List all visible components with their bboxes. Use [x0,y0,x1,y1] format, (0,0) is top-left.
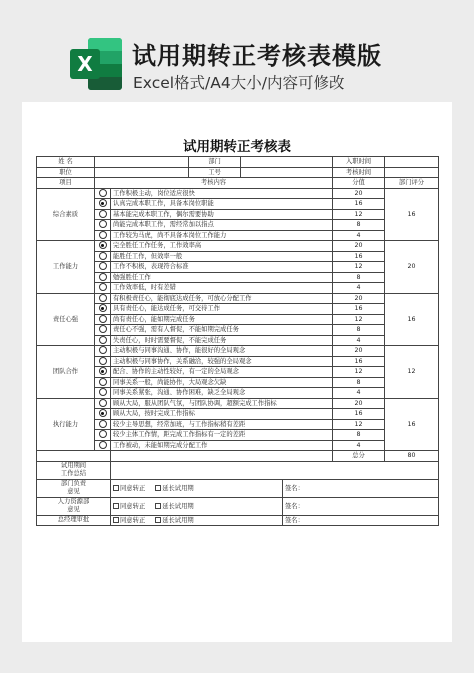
radio-empty-icon[interactable] [99,273,107,281]
checkbox-icon[interactable] [113,485,119,491]
criteria-score: 4 [333,283,385,294]
criteria-score: 20 [333,346,385,357]
info-value-name[interactable] [95,157,189,168]
criteria-score: 4 [333,440,385,451]
signature-label: 签名： [285,484,304,492]
radio-empty-icon[interactable] [99,336,107,344]
option-extend[interactable] [155,517,193,524]
radio-empty-icon[interactable] [99,441,107,449]
approval-row [37,479,439,497]
radio-cell[interactable] [95,398,111,409]
info-value-position[interactable] [95,167,189,178]
radio-empty-icon[interactable] [99,388,107,396]
option-agree[interactable] [113,517,145,524]
header-banner [0,0,474,100]
criteria-row [37,241,439,252]
radio-empty-icon[interactable] [99,262,107,270]
criteria-score: 4 [333,388,385,399]
option-extend[interactable] [155,485,193,492]
criteria-score: 4 [333,335,385,346]
criteria-score: 12 [333,419,385,430]
radio-selected-icon[interactable] [99,199,107,207]
approval-options [111,479,283,497]
radio-cell[interactable] [95,241,111,252]
criteria-text: 较少主体工作情，距完成工作指标有一定的差距 [111,430,333,441]
checkbox-icon[interactable] [155,517,161,523]
radio-cell[interactable] [95,293,111,304]
criteria-row [37,430,439,441]
criteria-text: 配合、协作的主动性较好，有一定的全局观念 [111,367,333,378]
dept-score: 16 [385,293,439,346]
option-label: 同意转正 [120,516,146,524]
criteria-text: 完全胜任工作任务，工作效率高 [111,241,333,252]
checkbox-icon[interactable] [155,485,161,491]
criteria-score: 20 [333,241,385,252]
criteria-row [37,335,439,346]
total-spacer-2 [111,451,333,462]
info-label-entry-date: 入职时间 [333,157,385,168]
criteria-score: 20 [333,188,385,199]
radio-selected-icon[interactable] [99,304,107,312]
criteria-score: 12 [333,314,385,325]
criteria-row [37,251,439,262]
criteria-score: 20 [333,293,385,304]
criteria-text: 基本能完成本职工作，偶尔需要协助 [111,209,333,220]
info-row [37,167,439,178]
criteria-text: 失责任心，时时需要督促，不能完成任务 [111,335,333,346]
signature-cell[interactable] [283,497,439,515]
radio-cell[interactable] [95,377,111,388]
radio-cell[interactable] [95,262,111,273]
signature-label: 签名： [285,516,304,524]
radio-cell[interactable] [95,209,111,220]
criteria-row [37,346,439,357]
radio-cell[interactable] [95,272,111,283]
col-header-item: 项目 [37,178,95,189]
option-label: 同意转正 [120,502,146,510]
dept-score: 12 [385,346,439,399]
radio-empty-icon[interactable] [99,294,107,302]
radio-empty-icon[interactable] [99,357,107,365]
criteria-row [37,356,439,367]
criteria-text: 同事关系紧张，沟通、协作困难，缺乏全局观念 [111,388,333,399]
radio-cell[interactable] [95,188,111,199]
criteria-score: 16 [333,199,385,210]
criteria-score: 12 [333,367,385,378]
criteria-text: 工作不积极，表现符合标准 [111,262,333,273]
option-extend[interactable] [155,503,193,510]
criteria-row [37,388,439,399]
info-row [37,157,439,168]
approval-row [37,497,439,515]
approval-row [37,461,439,479]
radio-empty-icon[interactable] [99,420,107,428]
approval-label: 试用期间 工作总结 [37,461,111,479]
signature-cell[interactable] [283,515,439,526]
criteria-score: 12 [333,209,385,220]
radio-cell[interactable] [95,220,111,231]
total-label: 总分 [333,451,385,462]
checkbox-icon[interactable] [155,503,161,509]
page-title: 试用期转正考核表模版 [132,42,382,70]
criteria-score: 8 [333,272,385,283]
radio-cell[interactable] [95,440,111,451]
option-label: 延长试用期 [162,484,194,492]
info-label-eval-date: 考核时间 [333,167,385,178]
option-label: 延长试用期 [162,502,194,510]
radio-cell[interactable] [95,388,111,399]
radio-empty-icon[interactable] [99,315,107,323]
total-row [37,451,439,462]
column-header-row [37,178,439,189]
criteria-row [37,314,439,325]
total-value: 80 [385,451,439,462]
radio-cell[interactable] [95,356,111,367]
radio-empty-icon[interactable] [99,189,107,197]
criteria-score: 16 [333,356,385,367]
radio-cell[interactable] [95,335,111,346]
criteria-row [37,188,439,199]
criteria-row [37,440,439,451]
info-value-entry-date[interactable] [385,157,439,168]
approval-row [37,515,439,526]
criteria-text: 工作效率低，时有差错 [111,283,333,294]
option-label: 同意转正 [120,484,146,492]
criteria-row [37,325,439,336]
radio-cell[interactable] [95,314,111,325]
criteria-score: 8 [333,430,385,441]
criteria-row [37,377,439,388]
criteria-score: 8 [333,377,385,388]
criteria-score: 8 [333,220,385,231]
criteria-text: 工作被动，未能如期完成分配工作 [111,440,333,451]
criteria-text: 主动积极与同事协作，关系融洽，较强的全局观念 [111,356,333,367]
criteria-text: 同事关系一般，尚能协作，大局观念欠缺 [111,377,333,388]
criteria-text: 顾从大局，按时完成工作指标 [111,409,333,420]
criteria-row [37,262,439,273]
criteria-row [37,199,439,210]
criteria-text: 尚有责任心，能如期完成任务 [111,314,333,325]
info-value-eval-date[interactable] [385,167,439,178]
col-header-score: 分值 [333,178,385,189]
dept-score: 20 [385,241,439,294]
info-label-id: 工号 [189,167,241,178]
radio-empty-icon[interactable] [99,220,107,228]
radio-cell[interactable] [95,251,111,262]
option-label: 延长试用期 [162,516,194,524]
approval-options [111,515,283,526]
criteria-score: 4 [333,230,385,241]
section-label: 执行能力 [37,398,95,451]
radio-cell[interactable] [95,283,111,294]
criteria-text: 能胜任工作，但效率一般 [111,251,333,262]
criteria-score: 12 [333,262,385,273]
criteria-score: 8 [333,325,385,336]
radio-cell[interactable] [95,430,111,441]
approval-label: 人力资源部 意见 [37,497,111,515]
excel-letter: X [70,49,100,79]
radio-cell[interactable] [95,419,111,430]
section-label: 责任心强 [37,293,95,346]
radio-empty-icon[interactable] [99,346,107,354]
criteria-text: 主动积极与同事沟通、协作，能很好的全局观念 [111,346,333,357]
radio-empty-icon[interactable] [99,430,107,438]
excel-icon [70,38,122,90]
criteria-row [37,367,439,378]
criteria-text: 顾从大局，服从团队气氛，与团队协调，超额完成工作指标 [111,398,333,409]
approval-label: 总经理审批 [37,515,111,526]
option-agree[interactable] [113,503,145,510]
criteria-row [37,220,439,231]
criteria-row [37,209,439,220]
info-label-name: 姓 名 [37,157,95,168]
criteria-row [37,230,439,241]
radio-cell[interactable] [95,325,111,336]
criteria-row [37,283,439,294]
approval-options [111,497,283,515]
form-title: 试用期转正考核表 [183,139,291,155]
criteria-text: 责任心不强，需有人督促，不能如期完成任务 [111,325,333,336]
criteria-text: 尚能完成本职工作，需经常加以指点 [111,220,333,231]
info-value-dept[interactable] [241,157,333,168]
info-label-dept: 部门 [189,157,241,168]
radio-cell[interactable] [95,346,111,357]
section-label: 工作能力 [37,241,95,294]
criteria-text: 有积极责任心，能彻底达成任务，可放心分配工作 [111,293,333,304]
radio-cell[interactable] [95,367,111,378]
radio-empty-icon[interactable] [99,231,107,239]
section-label: 团队合作 [37,346,95,399]
criteria-text: 具有责任心，能达成任务，可交待工作 [111,304,333,315]
dept-score: 16 [385,398,439,451]
signature-cell[interactable] [283,479,439,497]
radio-cell[interactable] [95,230,111,241]
col-header-content: 考核内容 [95,178,333,189]
criteria-row [37,304,439,315]
criteria-text: 勉强胜任工作 [111,272,333,283]
criteria-text: 工作积极主动，岗位适应很快 [111,188,333,199]
criteria-row [37,409,439,420]
page-subtitle: Excel格式/A4大小/内容可修改 [133,74,345,92]
radio-selected-icon[interactable] [99,367,107,375]
summary-field[interactable] [111,461,439,479]
radio-cell[interactable] [95,304,111,315]
info-label-position: 职位 [37,167,95,178]
criteria-text: 认真完成本职工作，具备本岗位职能 [111,199,333,210]
radio-empty-icon[interactable] [99,283,107,291]
radio-selected-icon[interactable] [99,241,107,249]
info-value-id[interactable] [241,167,333,178]
criteria-score: 16 [333,304,385,315]
col-header-dept-score: 部门评分 [385,178,439,189]
criteria-score: 20 [333,398,385,409]
evaluation-table [36,156,439,526]
criteria-text: 较少主导思想，经常加班，与工作指标稍有差距 [111,419,333,430]
radio-empty-icon[interactable] [99,325,107,333]
checkbox-icon[interactable] [113,503,119,509]
radio-selected-icon[interactable] [99,409,107,417]
radio-empty-icon[interactable] [99,399,107,407]
dept-score: 16 [385,188,439,241]
radio-cell[interactable] [95,199,111,210]
radio-empty-icon[interactable] [99,210,107,218]
form-sheet [22,102,452,642]
total-spacer [37,451,111,462]
criteria-score: 16 [333,251,385,262]
radio-empty-icon[interactable] [99,378,107,386]
approval-label: 部门负责 意见 [37,479,111,497]
radio-cell[interactable] [95,409,111,420]
option-agree[interactable] [113,485,145,492]
criteria-row [37,272,439,283]
criteria-row [37,398,439,409]
criteria-row [37,419,439,430]
criteria-text: 工作较为马虎，尚不具备本岗位工作能力 [111,230,333,241]
radio-empty-icon[interactable] [99,252,107,260]
criteria-row [37,293,439,304]
signature-label: 签名： [285,502,304,510]
checkbox-icon[interactable] [113,517,119,523]
criteria-score: 16 [333,409,385,420]
section-label: 综合素质 [37,188,95,241]
